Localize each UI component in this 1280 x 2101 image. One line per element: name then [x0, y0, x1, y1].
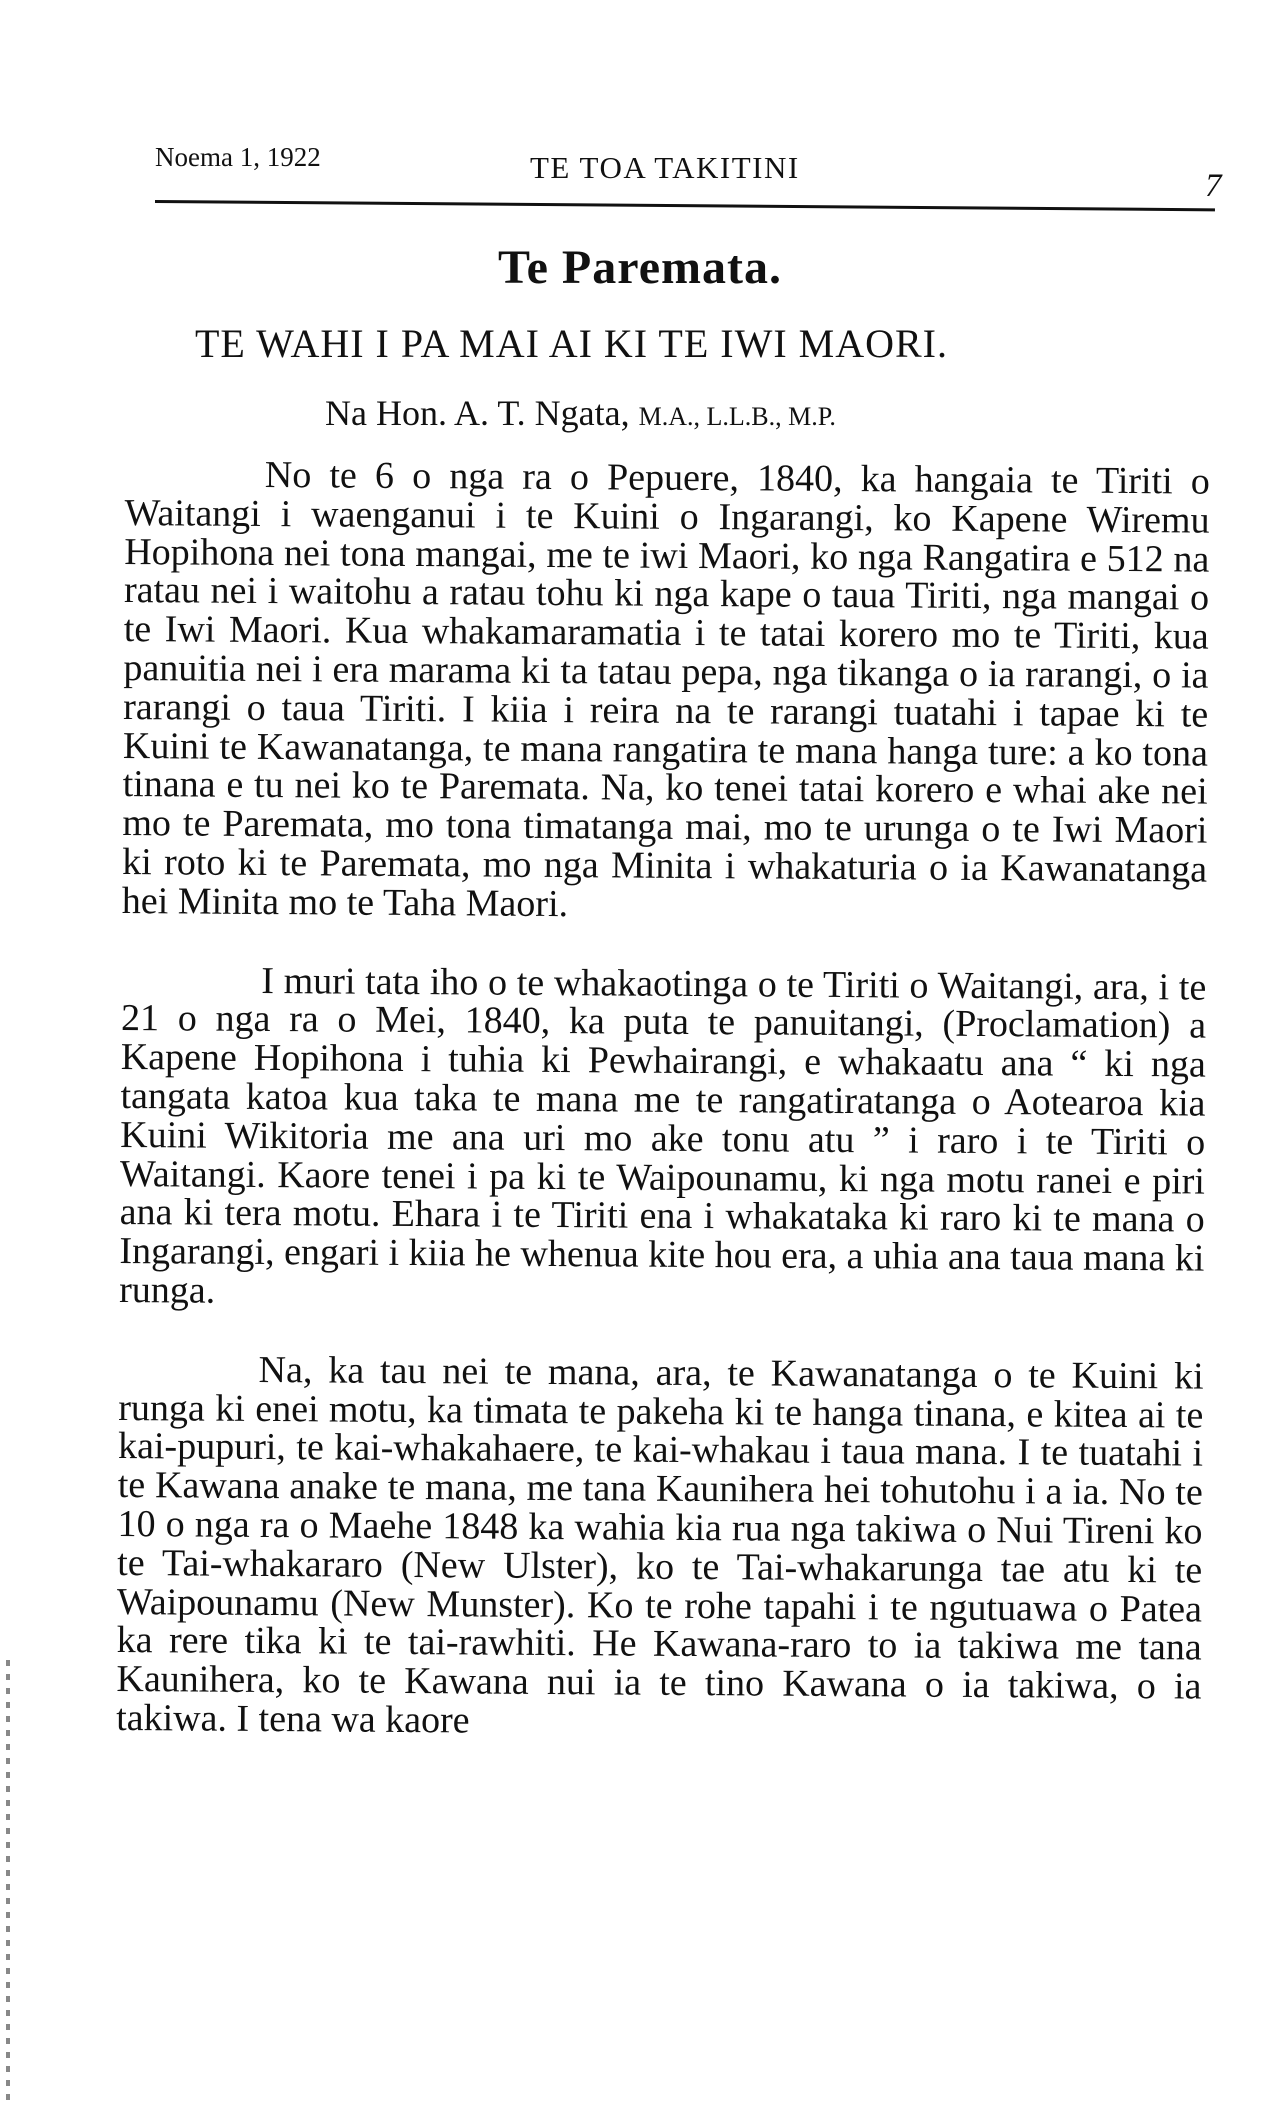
paragraph: No te 6 o nga ra o Pepuere, 1840, ka hangaia te Tiriti o Waitangi i waenganui i te Kuini o Ingarangi, ko Kapene Wiremu Hopihona nei tona mangai, me te iwi Maori, ko nga Rangatira e 512 na ratau nei i waitohu a ratau tohu ki nga kape o taua Tiriti, nga mangai o te Iwi Maori. Kua whakamaramatia i te tatai korero mo te Tiriti, kua panuitia nei i era marama ki ta tatau pepa, nga tikanga o ia rarangi, o ia rarangi o taua Tiriti. I kiia i reira na te rarangi tuatahi i tapae ki te Kuini te Kawanatanga, te mana rangatira te mana hanga ture: a ko tona tinana e tu nei ko te Paremata. Na, ko tenei tatai korero e whai ake nei mo te Paremata, mo tona timatanga mai, mo te urunga o te Iwi Maori ki roto ki te Paremata, mo nga Minita i whakaturia o ia Kawanatanga hei Minita mo te Taha Maori. [121, 453, 1210, 925]
scan-edge-mark [6, 1660, 10, 2100]
publication-title: TE TOA TAKITINI [530, 150, 800, 185]
page-number: 7 [1205, 168, 1222, 204]
running-header [155, 128, 1222, 204]
byline-degrees: M.A., L.L.B., M.P. [638, 402, 836, 431]
issue-date: Noema 1, 1922 [155, 142, 321, 172]
article-subtitle: TE WAHI I PA MAI AI KI TE IWI MAORI. [195, 321, 948, 366]
article-body [116, 455, 1210, 1785]
byline-name: Na Hon. A. T. Ngata, [325, 393, 630, 433]
paragraph: I muri tata iho o te whakaotinga o te Tiriti o Waitangi, ara, i te 21 o nga ra o Mei, 1840, ka puta te panuitangi, (Proclamation) a Kapene Hopihona i tuhia ki Pewhairangi, e whakaatu ana “ ki nga tangata katoa kua taka te mana me te rangatiratanga o Aotearoa kia Kuini Wikitoria me ana uri mo ake tonu atu ” i raro i te Tiriti o Waitangi. Kaore tenei i pa ki te Waipounamu, ki nga motu ranei e piri ana ki tera motu. Ehara i te Tiriti ena i whakataka ki raro ki te mana o Ingarangi, engari i kiia he whenua kite hou era, a uhia ana taua mana ki runga. [119, 959, 1207, 1312]
article-byline [325, 392, 836, 434]
header-rule [155, 200, 1215, 211]
article-title: Te Paremata. [498, 241, 782, 294]
paragraph: Na, ka tau nei te mana, ara, te Kawanatanga o te Kuini ki runga ki enei motu, ka timata te pakeha ki te hanga tinana, e kitea ai te kai-pupuri, te kai-whakahaere, te kai-whakau i taua mana. I te tuatahi i te Kawana anake te mana, me tana Kaunihera hei tohutohu i a ia. No te 10 o nga ra o Maehe 1848 ka wahia kia rua nga takiwa o Nui Tireni ko te Tai-whakararo (New Ulster), ko te Tai-whakarunga tae atu ki te Waipounamu (New Munster). Ko te rohe tapahi i te ngutuawa o Patea ka rere tika ki te tai-rawhiti. He Kawana-raro to ia takiwa me tana Kaunihera, ko te Kawana nui ia te tino Kawana o ia takiwa, o ia takiwa. I tena wa kaore [116, 1348, 1204, 1742]
